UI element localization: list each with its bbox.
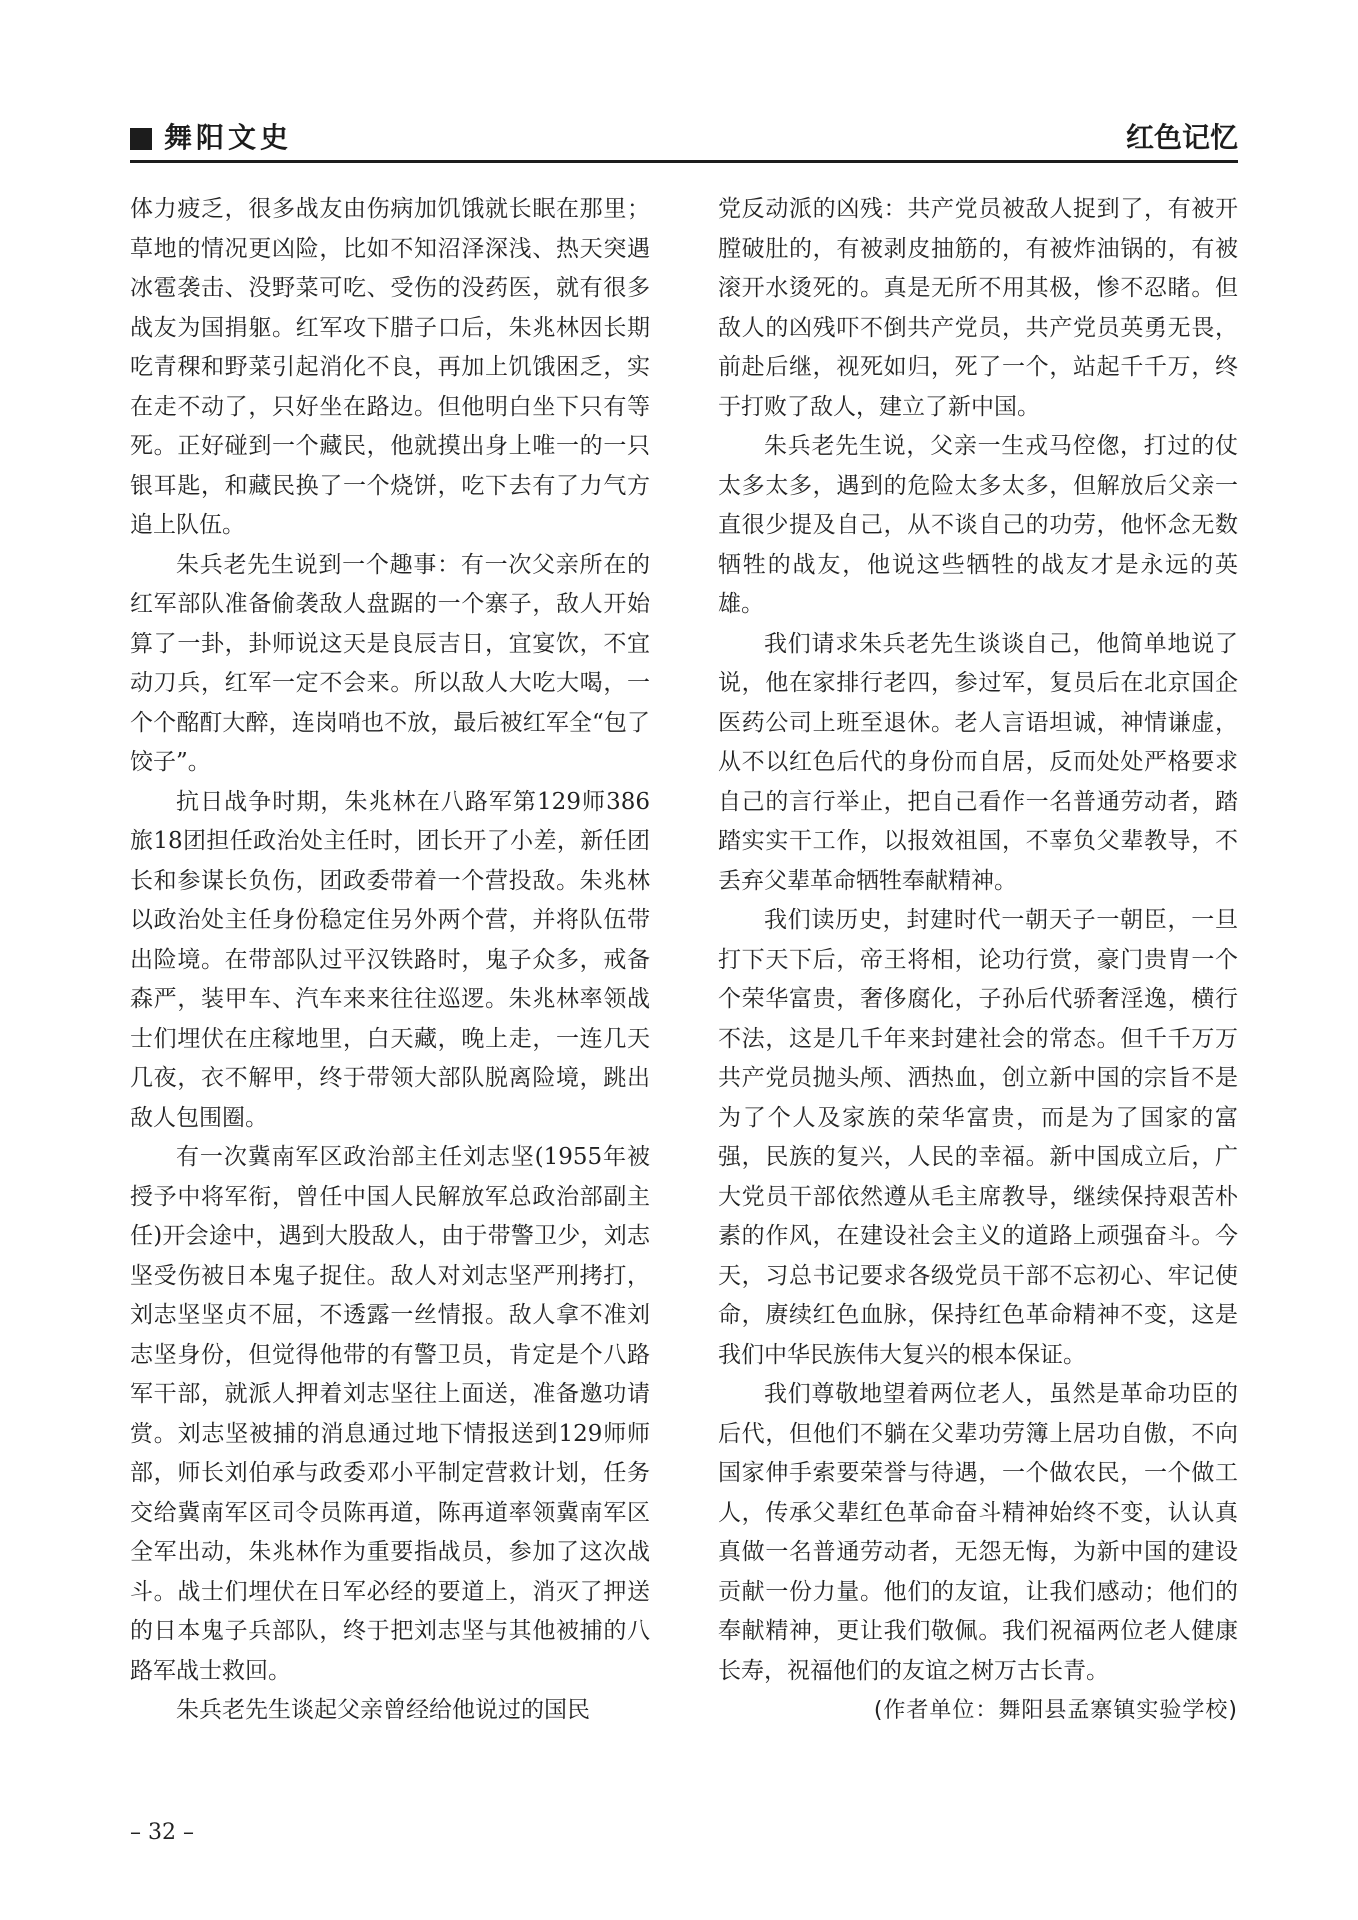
- left-column: [130, 190, 650, 1731]
- page-number: – 32 –: [130, 1820, 194, 1845]
- header-rule: [130, 160, 1238, 163]
- paragraph: 我们读历史，封建时代一朝天子一朝臣，一旦打下天下后，帝王将相，论功行赏，豪门贵胄一个个荣华富贵，奢侈腐化，子孙后代骄奢淫逸，横行不法，这是几千年来封建社会的常态。但千千万万共产党员抛头颅、洒热血，创立新中国的宗旨不是为了个人及家族的荣华富贵，而是为了国家的富强，民族的复兴，人民的幸福。新中国成立后，广大党员干部依然遵从毛主席教导，继续保持艰苦朴素的作风，在建设社会主义的道路上顽强奋斗。今天，习总书记要求各级党员干部不忘初心、牢记使命，赓续红色血脉，保持红色革命精神不变，这是我们中华民族伟大复兴的根本保证。: [718, 907, 1238, 1368]
- paragraph: 朱兵老先生谈起父亲曾经给他说过的国民: [176, 1697, 590, 1723]
- paragraph: 朱兵老先生说到一个趣事：有一次父亲所在的红军部队准备偷袭敌人盘踞的一个寨子，敌人开始算了一卦，卦师说这天是良辰吉日，宜宴饮，不宜动刀兵，红军一定不会来。所以敌人大吃大喝，一个个酩酊大醉，连岗哨也不放，最后被红军全“包了饺子”。: [130, 551, 650, 775]
- paragraph: 我们尊敬地望着两位老人，虽然是革命功臣的后代，但他们不躺在父辈功劳簿上居功自傲，不向国家伸手索要荣誉与待遇，一个做农民，一个做工人，传承父辈红色革命奋斗精神始终不变，认认真真做一名普通劳动者，无怨无悔，为新中国的建设贡献一份力量。他们的友谊，让我们感动；他们的奉献精神，更让我们敬佩。我们祝福两位老人健康长寿，祝福他们的友谊之树万古长青。: [718, 1381, 1238, 1684]
- header-square-mark: [130, 128, 152, 150]
- paragraph: 体力疲乏，很多战友由伤病加饥饿就长眠在那里；草地的情况更凶险，比如不知沼泽深浅、热天突遇冰雹袭击、没野菜可吃、受伤的没药医，就有很多战友为国捐躯。红军攻下腊子口后，朱兆林因长期吃青稞和野菜引起消化不良，再加上饥饿困乏，实在走不动了，只好坐在路边。但他明白坐下只有等死。正好碰到一个藏民，他就摸出身上唯一的一只银耳匙，和藏民换了一个烧饼，吃下去有了力气方追上队伍。: [130, 196, 650, 538]
- journal-title: 舞阳文史: [164, 121, 293, 154]
- section-title: 红色记忆: [1125, 121, 1238, 154]
- page-header: [130, 120, 1238, 164]
- paragraph: 朱兵老先生说，父亲一生戎马倥偬，打过的仗太多太多，遇到的危险太多太多，但解放后父亲一直很少提及自己，从不谈自己的功劳，他怀念无数牺牲的战友，他说这些牺牲的战友才是永远的英雄。: [718, 433, 1238, 617]
- paragraph: 抗日战争时期，朱兆林在八路军第129师386旅18团担任政治处主任时，团长开了小差，新任团长和参谋长负伤，团政委带着一个营投敌。朱兆林以政治处主任身份稳定住另外两个营，并将队伍带出险境。在带部队过平汉铁路时，鬼子众多，戒备森严，装甲车、汽车来来往往巡逻。朱兆林率领战士们埋伏在庄稼地里，白天藏，晚上走，一连几天几夜，衣不解甲，终于带领大部队脱离险境，跳出敌人包围圈。: [130, 788, 650, 1131]
- right-column: [718, 190, 1238, 1731]
- paragraph: 我们请求朱兵老先生谈谈自己，他简单地说了说，他在家排行老四，参过军，复员后在北京国企医药公司上班至退休。老人言语坦诚，神情谦虚，从不以红色后代的身份而自居，反而处处严格要求自己的言行举止，把自己看作一名普通劳动者，踏踏实实干工作，以报效祖国，不辜负父辈教导，不丢弃父辈革命牺牲奉献精神。: [718, 630, 1238, 894]
- paragraph: 党反动派的凶残：共产党员被敌人捉到了，有被开膛破肚的，有被剥皮抽筋的，有被炸油锅的，有被滚开水烫死的。真是无所不用其极，惨不忍睹。但敌人的凶残吓不倒共产党员，共产党员英勇无畏，前赴后继，视死如归，死了一个，站起千千万，终于打败了敌人，建立了新中国。: [718, 196, 1238, 420]
- paragraph: 有一次冀南军区政治部主任刘志坚(1955年被授予中将军衔，曾任中国人民解放军总政治部副主任)开会途中，遇到大股敌人，由于带警卫少，刘志坚受伤被日本鬼子捉住。敌人对刘志坚严刑拷打，刘志坚坚贞不屈，不透露一丝情报。敌人拿不准刘志坚身份，但觉得他带的有警卫员，肯定是个八路军干部，就派人押着刘志坚往上面送，准备邀功请赏。刘志坚被捕的消息通过地下情报送到129师师部，师长刘伯承与政委邓小平制定营救计划，任务交给冀南军区司令员陈再道，陈再道率领冀南军区全军出动，朱兆林作为重要指战员，参加了这次战斗。战士们埋伏在日军必经的要道上，消灭了押送的日本鬼子兵部队，终于把刘志坚与其他被捕的八路军战士救回。: [130, 1144, 650, 1684]
- author-affiliation: (作者单位：舞阳县孟寨镇实验学校): [873, 1698, 1238, 1723]
